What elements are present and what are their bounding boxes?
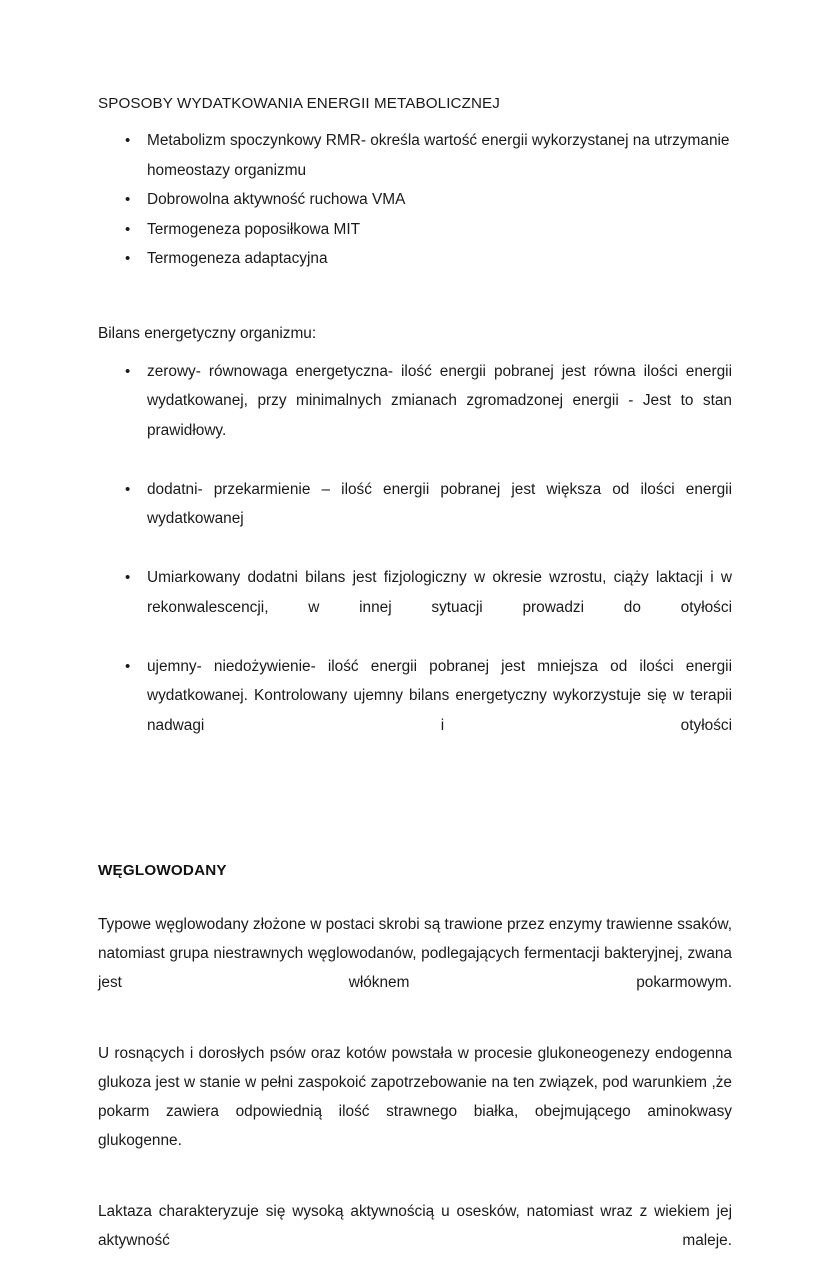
carbohydrates-paragraph-3: Laktaza charakteryzuje się wysoką aktywnością u osesków, natomiast wraz z wiekiem jej aktywność maleje. [98,1202,732,1249]
list-item: • Metabolizm spoczynkowy RMR- określa wartość energii wykorzystanej na utrzymanie homeostazy organizmu [98,126,732,185]
spacer [98,274,732,322]
spacer [98,1184,732,1197]
spacer [98,1026,732,1039]
carbohydrates-heading: WĘGLOWODANY [98,861,227,879]
carbohydrates-paragraph-1: Typowe węglowodany złożone w postaci skrobi są trawione przez enzymy trawienne ssaków, natomiast grupa niestrawnych węglowodanów, podlegających fermentacji bakteryjnej, zwana jest włóknem pokarmowym. [98,915,732,991]
spacer [98,346,732,357]
list-item: • Termogeneza poposiłkowa MIT [98,215,732,245]
list-item: • dodatni- przekarmienie – ilość energii pobranej jest większa od ilości energii wydatkowanej [98,475,732,564]
spacer [98,882,732,910]
spacer [98,770,732,832]
list-item: • Umiarkowany dodatni bilans jest fizjologiczny w okresie wzrostu, ciąży laktacji i w rekonwalescencji, w innej sytuacji prowadzi do otyłości [98,563,732,652]
energy-methods-list [98,126,732,274]
document-content [98,93,732,1284]
page-title: SPOSOBY WYDATKOWANIA ENERGII METABOLICZNEJ [98,95,500,112]
energy-balance-lead: Bilans energetyczny organizmu: [98,324,317,342]
list-item: • zerowy- równowaga energetyczna- ilość energii pobranej jest równa ilości energii wydatkowanej, przy minimalnych zmianach zgromadzonej energii - Jest to stan prawidłowy. [98,357,732,475]
list-item: • Termogeneza adaptacyjna [98,244,732,274]
spacer [98,832,732,860]
list-item: • Dobrowolna aktywność ruchowa VMA [98,185,732,215]
carbohydrates-paragraph-2: U rosnących i dorosłych psów oraz kotów powstała w procesie glukoneogenezy endogenna glukoza jest w stanie w pełni zaspokoić zapotrzebowanie na ten związek, pod warunkiem ,że pokarm zawiera odpowiednią ilość strawnego białka, obejmującego aminokwasy glukogenne. [98,1044,732,1149]
energy-balance-list [98,357,732,770]
list-item: • ujemny- niedożywienie- ilość energii pobranej jest mniejsza od ilości energii wydatkowanej. Kontrolowany ujemny bilans energetyczny wykorzystuje się w terapii nadwagi i otyłości [98,652,732,770]
